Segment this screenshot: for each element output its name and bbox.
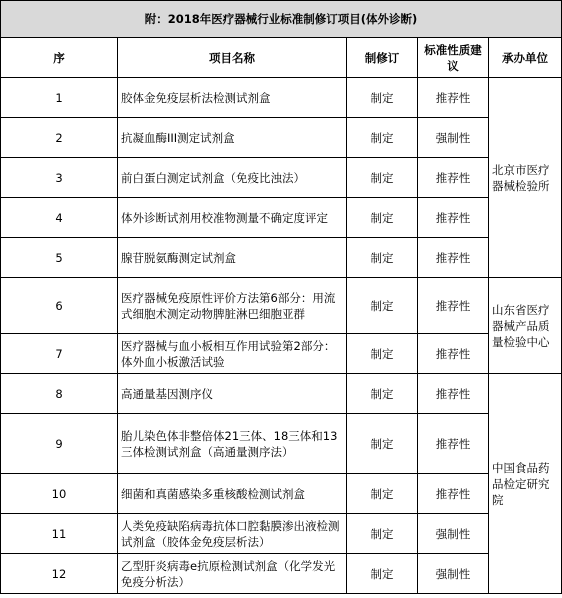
row-type: 制定 — [347, 414, 418, 474]
row-nature: 推荐性 — [418, 374, 489, 414]
row-type: 制定 — [347, 78, 418, 118]
row-name: 医疗器械与血小板相互作用试验第2部分：体外血小板激活试验 — [118, 334, 347, 374]
row-no: 2 — [1, 118, 118, 158]
row-nature: 推荐性 — [418, 238, 489, 278]
table-row — [1, 334, 562, 374]
row-no: 8 — [1, 374, 118, 414]
row-no: 6 — [1, 278, 118, 334]
unit-cell: 北京市医疗器械检验所 — [489, 78, 562, 278]
row-nature: 推荐性 — [418, 474, 489, 514]
row-name: 胎儿染色体非整倍体21三体、18三体和13三体检测试剂盒（高通量测序法） — [118, 414, 347, 474]
row-name: 医疗器械免疫原性评价方法第6部分：用流式细胞术测定动物脾脏淋巴细胞亚群 — [118, 278, 347, 334]
row-type: 制定 — [347, 158, 418, 198]
row-no: 4 — [1, 198, 118, 238]
row-name: 腺苷脱氨酶测定试剂盒 — [118, 238, 347, 278]
row-nature: 推荐性 — [418, 158, 489, 198]
row-type: 制定 — [347, 238, 418, 278]
row-type: 制定 — [347, 554, 418, 594]
header-name: 项目名称 — [118, 38, 347, 78]
table-row — [1, 158, 562, 198]
row-no: 5 — [1, 238, 118, 278]
row-nature: 强制性 — [418, 514, 489, 554]
row-nature: 推荐性 — [418, 198, 489, 238]
row-nature: 推荐性 — [418, 78, 489, 118]
row-no: 11 — [1, 514, 118, 554]
row-type: 制定 — [347, 334, 418, 374]
row-name: 人类免疫缺陷病毒抗体口腔黏膜渗出液检测试剂盒（胶体金免疫层析法） — [118, 514, 347, 554]
row-type: 制定 — [347, 514, 418, 554]
row-type: 制定 — [347, 374, 418, 414]
row-no: 1 — [1, 78, 118, 118]
header-nature: 标准性质建议 — [418, 38, 489, 78]
table-row — [1, 278, 562, 334]
table-row — [1, 414, 562, 474]
row-nature: 强制性 — [418, 554, 489, 594]
row-name: 前白蛋白测定试剂盒（免疫比浊法） — [118, 158, 347, 198]
row-type: 制定 — [347, 198, 418, 238]
row-type: 制定 — [347, 118, 418, 158]
row-name: 胶体金免疫层析法检测试剂盒 — [118, 78, 347, 118]
row-nature: 推荐性 — [418, 414, 489, 474]
row-type: 制定 — [347, 474, 418, 514]
table-row — [1, 514, 562, 554]
row-nature: 推荐性 — [418, 334, 489, 374]
table-row — [1, 198, 562, 238]
row-nature: 推荐性 — [418, 278, 489, 334]
row-name: 细菌和真菌感染多重核酸检测试剂盒 — [118, 474, 347, 514]
row-no: 12 — [1, 554, 118, 594]
header-type: 制修订 — [347, 38, 418, 78]
row-no: 7 — [1, 334, 118, 374]
row-name: 抗凝血酶III测定试剂盒 — [118, 118, 347, 158]
row-no: 3 — [1, 158, 118, 198]
header-row — [1, 38, 562, 78]
table-row — [1, 238, 562, 278]
unit-cell: 山东省医疗器械产品质量检验中心 — [489, 278, 562, 374]
header-no: 序 — [1, 38, 118, 78]
unit-cell: 中国食品药品检定研究院 — [489, 374, 562, 594]
row-no: 9 — [1, 414, 118, 474]
table-row — [1, 118, 562, 158]
table-row — [1, 474, 562, 514]
row-name: 乙型肝炎病毒e抗原检测试剂盒（化学发光免疫分析法） — [118, 554, 347, 594]
table-row — [1, 374, 562, 414]
row-type: 制定 — [347, 278, 418, 334]
row-name: 高通量基因测序仪 — [118, 374, 347, 414]
table-title: 附：2018年医疗器械行业标准制修订项目(体外诊断) — [1, 1, 562, 38]
row-nature: 强制性 — [418, 118, 489, 158]
header-unit: 承办单位 — [489, 38, 562, 78]
table-row — [1, 78, 562, 118]
table-row — [1, 554, 562, 594]
row-name: 体外诊断试剂用校准物测量不确定度评定 — [118, 198, 347, 238]
row-no: 10 — [1, 474, 118, 514]
